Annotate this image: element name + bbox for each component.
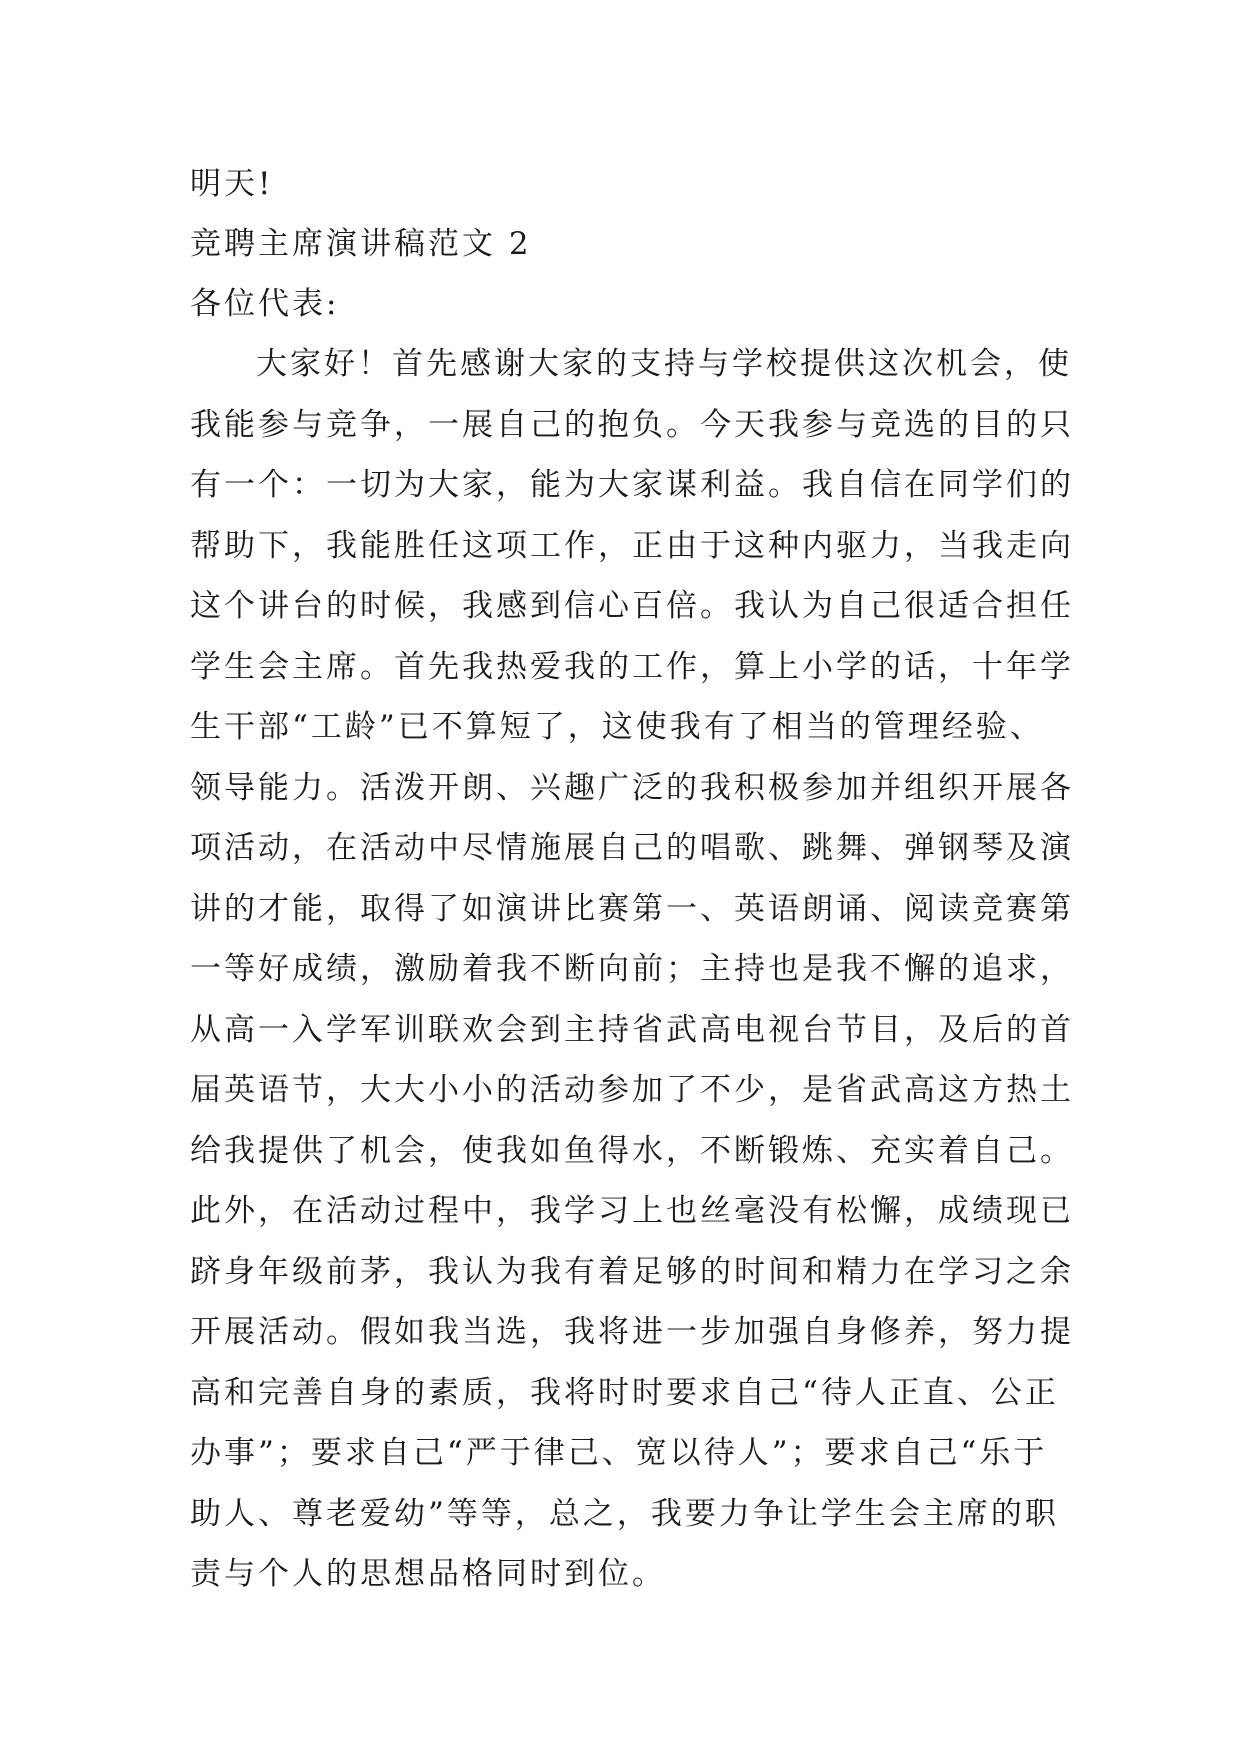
paragraph-line: 这个讲台的时候，我感到信心百倍。我认为自己很适合担任 [190,588,1074,624]
paragraph-line: 有一个：一切为大家，能为大家谋利益。我自信在同学们的 [190,467,1074,503]
paragraph-line: 帮助下，我能胜任这项工作，正由于这种内驱力，当我走向 [190,527,1074,564]
paragraph-line: 从高一入学军训联欢会到主持省武高电视台节目，及后的首 [190,1011,1074,1048]
paragraph-line: 跻身年级前茅，我认为我有着足够的时间和精力在学习之余 [190,1253,1074,1290]
paragraph-line: 一等好成绩，激励着我不断向前；主持也是我不懈的追求， [190,951,1074,987]
previous-section-ending: 明天! [190,166,274,202]
salutation: 各位代表: [190,286,340,322]
paragraph-line: 讲的才能，取得了如演讲比赛第一、英语朗诵、阅读竞赛第 [190,890,1074,927]
document-title: 竞聘主席演讲稿范文 2 [190,226,532,262]
paragraph-line: 高和完善自身的素质，我将时时要求自己“待人正直、公正 [190,1374,1059,1411]
paragraph-line: 助人、尊老爱幼”等等，总之，我要力争让学生会主席的职 [190,1495,1059,1532]
speech-paragraph [190,334,1074,1605]
paragraph-line: 给我提供了机会，使我如鱼得水，不断锻炼、充实着自己。 [190,1132,1074,1169]
paragraph-line: 办事”；要求自己“严于律己、宽以待人”；要求自己“乐于 [190,1435,1048,1471]
paragraph-line: 生干部“工龄”已不算短了，这使我有了相当的管理经验、 [190,709,1044,745]
paragraph-line: 大家好！首先感谢大家的支持与学校提供这次机会，使 [256,346,1072,382]
paragraph-line: 开展活动。假如我当选，我将进一步加强自身修养，努力提 [190,1314,1074,1350]
paragraph-line: 届英语节，大大小小的活动参加了不少，是省武高这方热土 [190,1072,1074,1108]
paragraph-line: 我能参与竞争，一展自己的抱负。今天我参与竞选的目的只 [190,406,1074,443]
paragraph-line: 责与个人的思想品格同时到位。 [190,1556,666,1592]
paragraph-line: 此外，在活动过程中，我学习上也丝毫没有松懈，成绩现已 [190,1193,1074,1229]
paragraph-line: 领导能力。活泼开朗、兴趣广泛的我积极参加并组织开展各 [190,769,1074,806]
paragraph-line: 项活动，在活动中尽情施展自己的唱歌、跳舞、弹钢琴及演 [190,830,1074,866]
paragraph-line: 学生会主席。首先我热爱我的工作，算上小学的话，十年学 [190,648,1074,685]
